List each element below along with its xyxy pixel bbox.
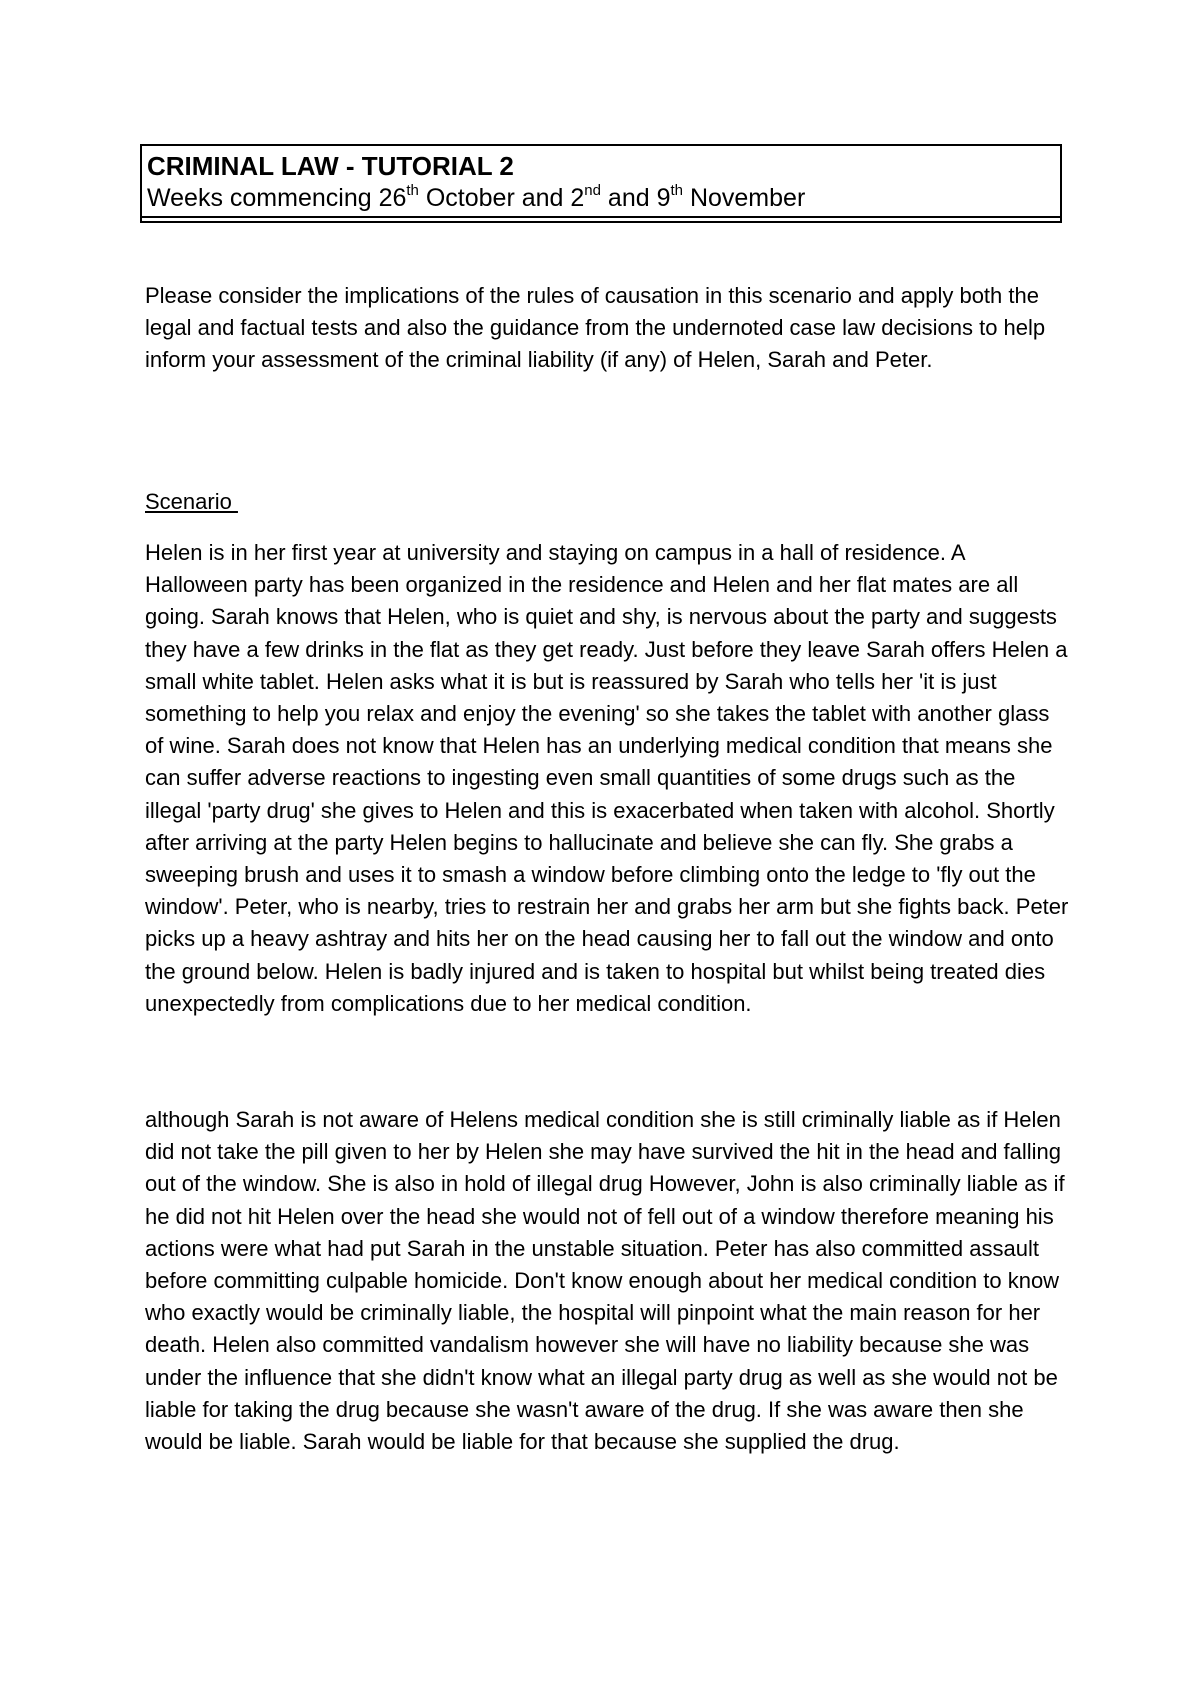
answer-paragraph — [145, 1104, 1070, 1458]
subtitle-superscript: th — [406, 181, 419, 199]
answer-text: although Sarah is not aware of Helens medical condition she is still criminally liable as if Helen did not take the pill given to her by Helen she may have survived the hit in the head and falling out of the window. She is also in hold of illegal drug However, John is also criminally liable as if he did not hit Helen over the head she would not of fell out of a window therefore meaning his actions were what had put Sarah in the unstable situation. Peter has also committed assault before committing culpable homicide. Don't know enough about her medical condition to know who exactly would be criminally liable, the hospital will pinpoint what the main reason for her death. Helen also committed vandalism however she will have no liability because she was under the influence that she didn't know what an illegal party drug as well as she would not be liable for taking the drug because she wasn't aware of the drug. If she was aware then she would be liable. Sarah would be liable for that because she supplied the drug. — [145, 1107, 1065, 1455]
subtitle-superscript: nd — [584, 181, 601, 199]
title-box — [140, 144, 1062, 218]
subtitle-text: and 9 — [600, 184, 671, 212]
subtitle-superscript: th — [670, 181, 683, 199]
document-subtitle — [147, 182, 1052, 214]
intro-paragraph — [145, 280, 1070, 377]
subtitle-text: October and 2 — [418, 184, 585, 212]
scenario-paragraph — [145, 537, 1070, 1020]
intro-text: Please consider the implications of the rules of causation in this scenario and apply both the legal and factual tests and also the guidance from the undernoted case law decisions to help inform your assessment of the criminal liability (if any) of Helen, Sarah and Peter. — [145, 283, 1046, 373]
scenario-heading: Scenario — [145, 489, 238, 514]
scenario-text: Helen is in her first year at university and staying on campus in a hall of residence. A Halloween party has been organized in the residence and Helen and her flat mates are all going. Sarah knows that Helen, who is quiet and shy, is nervous about the party and suggests they have a few drinks in the flat as they get ready. Just before they leave Sarah offers Helen a small white tablet. Helen asks what it is but is reassured by Sarah who tells her 'it is just something to help you relax and enjoy the evening' so she takes the tablet with another glass of wine. Sarah does not know that Helen has an underlying medical condition that means she can suffer adverse reactions to ingesting even small quantities of some drugs such as the illegal 'party drug' she gives to Helen and this is exacerbated when taken with alcohol. Shortly after arriving at the party Helen begins to hallucinate and believe she can fly. She grabs a sweeping brush and uses it to smash a window before climbing onto the ledge to 'fly out the window'. Peter, who is nearby, tries to restrain her and grabs her arm but she fights back. Peter picks up a heavy ashtray and hits her on the head causing her to fall out the window and onto the ground below. Helen is badly injured and is taken to hospital but whilst being treated dies unexpectedly from complications due to her medical condition. — [145, 540, 1069, 1016]
subtitle-text: November — [683, 184, 806, 212]
subtitle-text: Weeks commencing 26 — [147, 184, 407, 212]
document-title: CRIMINAL LAW - TUTORIAL 2 — [147, 151, 514, 181]
